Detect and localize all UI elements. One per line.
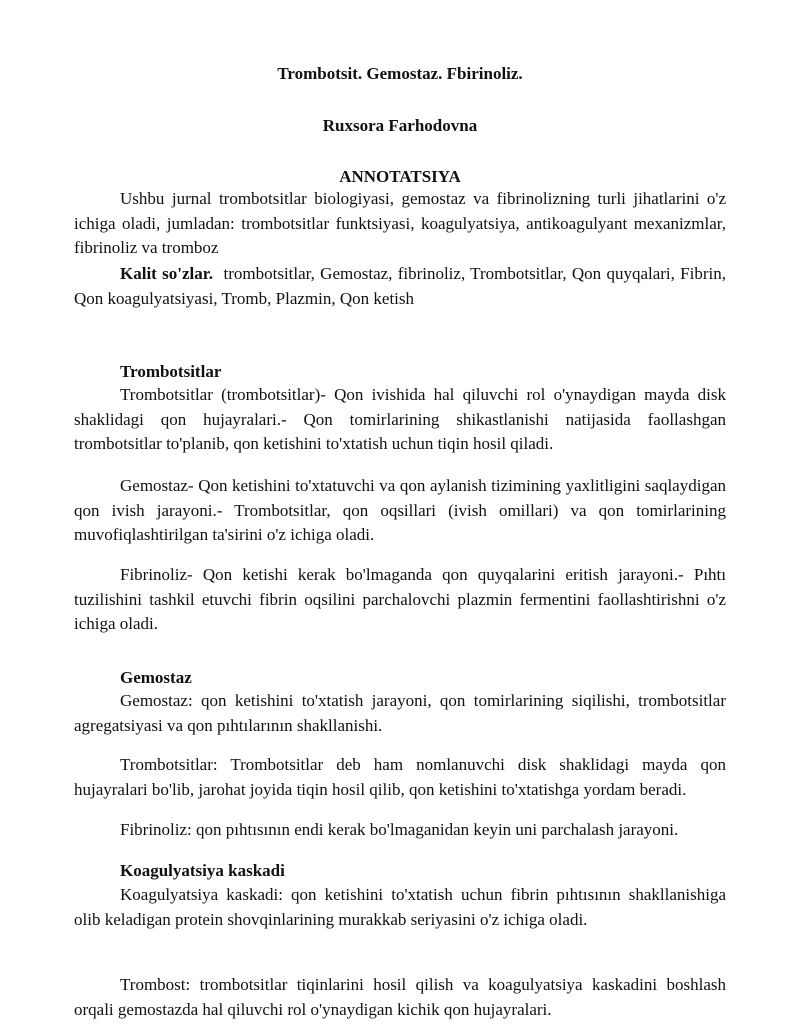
annotation-heading: ANNOTATSIYA bbox=[339, 167, 461, 186]
paragraph-trombotsitlar-3: Fibrinoliz- Qon ketishi kerak bo'lmaganda qon quyqalarini eritish jarayoni.- Pıhtı tuzilishini tashkil etuvchi fibrin oqsilini parchalovchi plazmin fermentini faollashtirishni o'z ichiga oladi. bbox=[74, 565, 726, 633]
paragraph-gemostaz-1: Gemostaz: qon ketishini to'xtatish jarayoni, qon tomirlarining siqilishi, trombotsitlar agregatsiyasi va qon pıhtılarının shakllanishi. bbox=[74, 691, 726, 735]
section-heading-gemostaz: Gemostaz bbox=[120, 668, 192, 687]
paragraph-trombotsitlar-1: Trombotsitlar (trombotsitlar)- Qon ivishida hal qiluvchi rol o'ynaydigan mayda disk shaklidagi qon hujayralari.- Qon tomirlarining shikastlanishi natijasida faollashgan trombotsitlar to'planib, qon ketishini to'xtatish uchun tiqin hosil qiladi. bbox=[74, 385, 726, 453]
section-heading-trombotsitlar: Trombotsitlar bbox=[120, 362, 222, 381]
annotation-paragraph: Ushbu jurnal trombotsitlar biologiyasi, gemostaz va fibrinolizning turli jihatlarini o'z ichiga oladi, jumladan: trombotsitlar funktsiyasi, koagulyatsiya, antikoagulyant mexanizmlar, fibrinoliz va tromboz bbox=[74, 189, 726, 257]
document-title: Trombotsit. Gemostaz. Fbirinoliz. bbox=[277, 64, 523, 83]
section-heading-koagulyatsiya: Koagulyatsiya kaskadi bbox=[120, 861, 285, 880]
paragraph-trombotsitlar-2: Gemostaz- Qon ketishini to'xtatuvchi va qon aylanish tizimining yaxlitligini saqlaydigan qon ivish jarayoni.- Trombotsitlar, qon oqsillari (ivish omillari) va qon tomirlarining muvofiqlashtirilgan ta'sirini o'z ichiga oladi. bbox=[74, 476, 726, 544]
paragraph-koagulyatsiya-1: Koagulyatsiya kaskadi: qon ketishini to'xtatish uchun fibrin pıhtısının shakllanishiga olib keladigan protein shovqinlarining murakkab seriyasini o'z ichiga oladi. bbox=[74, 885, 726, 929]
keywords-list: trombotsitlar, Gemostaz, fibrinoliz, Trombotsitlar, Qon quyqalari, Fibrin, Qon koagulyatsiyasi, Tromb, Plazmin, Qon ketish bbox=[74, 264, 726, 308]
author-name: Ruxsora Farhodovna bbox=[322, 116, 478, 135]
keywords-paragraph bbox=[74, 262, 726, 311]
keywords-label: Kalit so'zlar. bbox=[120, 264, 213, 283]
paragraph-gemostaz-2: Trombotsitlar: Trombotsitlar deb ham nomlanuvchi disk shaklidagi mayda qon hujayralari bo'lib, jarohat joyida tiqin hosil qilib, qon ketishini to'xtatishga yordam beradi. bbox=[74, 755, 726, 799]
paragraph-koagulyatsiya-2: Trombost: trombotsitlar tiqinlarini hosil qilish va koagulyatsiya kaskadini boshlash orqali gemostazda hal qiluvchi rol o'ynaydigan kichik qon hujayralari. bbox=[74, 975, 726, 1019]
paragraph-gemostaz-3: Fibrinoliz: qon pıhtısının endi kerak bo'lmaganidan keyin uni parchalash jarayoni. bbox=[120, 820, 679, 839]
